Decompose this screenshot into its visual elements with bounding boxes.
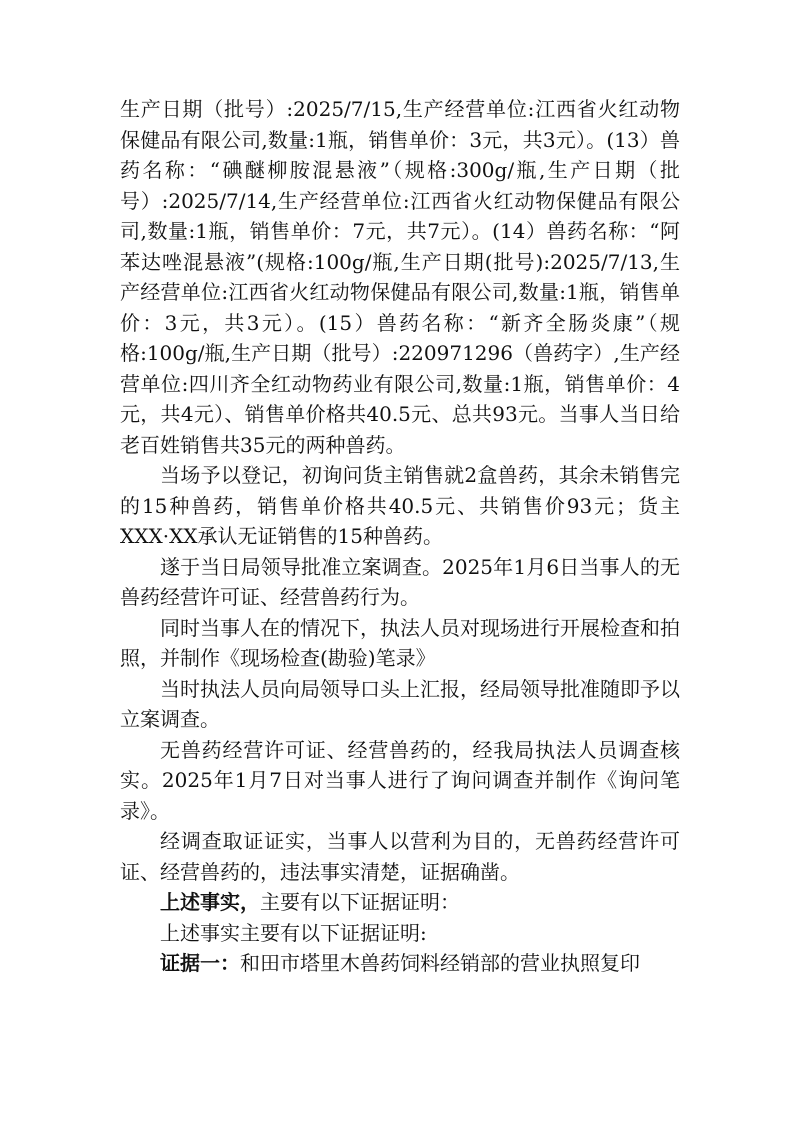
evidence-1-label: 证据一： xyxy=(160,951,240,975)
paragraph-product-list: 生产日期（批号）:2025/7/15,生产经营单位:江西省火红动物保健品有限公司,数量:1瓶，销售单价：3元，共3元）。(13）兽药名称：“碘醚柳胺混悬液”（规格:300g/瓶,生产日期（批号）:2025/7/14,生产经营单位:江西省火红动物保健品有限公司,数量:1瓶，销售单价：7元，共7元）。(14）兽药名称：“阿苯达唑混悬液”(规格:100g/瓶,生产日期(批号):2025/7/13,生产经营单位:江西省火红动物保健品有限公司,数量:1瓶，销售单价：3元，共3元）。(15）兽药名称：“新齐全肠炎康”（规格:100g/瓶,生产日期（批号）:220971296（兽药字）,生产经营单位:四川齐全红动物药业有限公司,数量:1瓶，销售单价：4元，共4元）、销售单价格共40.5元、总共93元。当事人当日给老百姓销售共35元的两种兽药。 xyxy=(120,97,680,457)
paragraph-site-inspection: 同时当事人在的情况下，执法人员对现场进行开展检查和拍照，并制作《现场检查(勘验)笔录》 xyxy=(120,615,680,670)
heading-facts xyxy=(120,887,680,918)
paragraph-conclusion: 经调查取证证实，当事人以营利为目的，无兽药经营许可证、经营兽药的，违法事实清楚，证据确凿。 xyxy=(120,829,680,884)
document-body xyxy=(120,94,680,979)
paragraph-case-filing: 遂于当日局领导批准立案调查。2025年1月6日当事人的无兽药经营许可证、经营兽药行为。 xyxy=(120,554,680,609)
paragraph-registration: 当场予以登记，初询问货主销售就2盒兽药，其余未销售完的15种兽药，销售单价格共40.5元、共销售价93元；货主XXX·XX承认无证销售的15种兽药。 xyxy=(120,463,680,548)
paragraph-report: 当时执法人员向局领导口头上汇报，经局领导批准随即予以立案调查。 xyxy=(120,676,680,731)
heading-facts-bold: 上述事实， xyxy=(160,890,260,914)
heading-facts-rest: 主要有以下证据证明： xyxy=(260,890,460,914)
evidence-1 xyxy=(120,948,680,979)
paragraph-verification: 无兽药经营许可证、经营兽药的，经我局执法人员调查核实。2025年1月7日对当事人进行了询问调查并制作《询问笔录》。 xyxy=(120,737,680,823)
paragraph-evidence-intro: 上述事实主要有以下证据证明: xyxy=(160,920,427,945)
evidence-1-text: 和田市塔里木兽药饲料经销部的营业执照复印 xyxy=(240,951,640,975)
